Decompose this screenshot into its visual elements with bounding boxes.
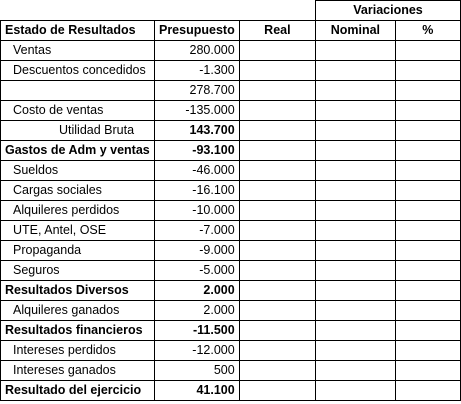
table-row [1, 381, 461, 401]
real-cell[interactable] [239, 141, 315, 161]
row-label-cell[interactable]: Cargas sociales [1, 181, 155, 201]
real-cell[interactable] [239, 241, 315, 261]
row-label-cell[interactable]: Descuentos concedidos [1, 61, 155, 81]
budget-value-cell[interactable]: -9.000 [154, 241, 239, 261]
percent-cell[interactable] [395, 101, 460, 121]
column-header-row [1, 21, 461, 41]
real-cell[interactable] [239, 201, 315, 221]
nominal-cell[interactable] [316, 121, 396, 141]
percent-cell[interactable] [395, 361, 460, 381]
percent-cell[interactable] [395, 41, 460, 61]
statement-title-cell[interactable]: Estado de Resultados [1, 21, 155, 41]
percent-cell[interactable] [395, 301, 460, 321]
budget-value-cell[interactable]: -11.500 [154, 321, 239, 341]
table-row [1, 341, 461, 361]
table-row [1, 221, 461, 241]
nominal-cell[interactable] [316, 181, 396, 201]
percent-cell[interactable] [395, 221, 460, 241]
table-row [1, 201, 461, 221]
row-label-cell[interactable]: Resultado del ejercicio [1, 381, 155, 401]
table-row [1, 81, 461, 101]
row-label-cell[interactable]: Propaganda [1, 241, 155, 261]
budget-value-cell[interactable]: -135.000 [154, 101, 239, 121]
row-label-cell[interactable] [1, 81, 155, 101]
real-cell[interactable] [239, 41, 315, 61]
percent-cell[interactable] [395, 381, 460, 401]
table-row [1, 361, 461, 381]
table-row [1, 161, 461, 181]
real-cell[interactable] [239, 181, 315, 201]
row-label-cell[interactable]: Costo de ventas [1, 101, 155, 121]
budget-value-cell[interactable]: 41.100 [154, 381, 239, 401]
row-label-cell[interactable]: Alquileres perdidos [1, 201, 155, 221]
real-cell[interactable] [239, 361, 315, 381]
percent-cell[interactable] [395, 181, 460, 201]
table-row [1, 101, 461, 121]
budget-value-cell[interactable]: 280.000 [154, 41, 239, 61]
table-row [1, 301, 461, 321]
table-row [1, 261, 461, 281]
budget-value-cell[interactable]: 500 [154, 361, 239, 381]
row-label-cell[interactable]: Seguros [1, 261, 155, 281]
budget-value-cell[interactable]: -1.300 [154, 61, 239, 81]
nominal-cell[interactable] [316, 201, 396, 221]
table-row [1, 41, 461, 61]
nominal-cell[interactable] [316, 281, 396, 301]
table-row [1, 181, 461, 201]
percent-cell[interactable] [395, 141, 460, 161]
nominal-cell[interactable] [316, 61, 396, 81]
nominal-cell[interactable] [316, 261, 396, 281]
budget-value-cell[interactable]: 278.700 [154, 81, 239, 101]
real-cell[interactable] [239, 321, 315, 341]
budget-header-cell[interactable]: Presupuesto [154, 21, 239, 41]
percent-cell[interactable] [395, 121, 460, 141]
budget-value-cell[interactable]: -7.000 [154, 221, 239, 241]
row-label-cell[interactable]: Resultados financieros [1, 321, 155, 341]
row-label-cell[interactable]: Intereses ganados [1, 361, 155, 381]
budget-value-cell[interactable]: -46.000 [154, 161, 239, 181]
variations-header-row [1, 1, 461, 21]
real-cell[interactable] [239, 281, 315, 301]
percent-header-cell[interactable]: % [395, 21, 460, 41]
real-cell[interactable] [239, 81, 315, 101]
nominal-cell[interactable] [316, 41, 396, 61]
budget-value-cell[interactable]: 2.000 [154, 301, 239, 321]
table-row [1, 321, 461, 341]
real-cell[interactable] [239, 301, 315, 321]
percent-cell[interactable] [395, 61, 460, 81]
table-row [1, 61, 461, 81]
variations-header[interactable]: Variaciones [316, 1, 461, 21]
percent-cell[interactable] [395, 341, 460, 361]
nominal-cell[interactable] [316, 241, 396, 261]
percent-cell[interactable] [395, 241, 460, 261]
budget-value-cell[interactable]: -10.000 [154, 201, 239, 221]
budget-value-cell[interactable]: 143.700 [154, 121, 239, 141]
budget-value-cell[interactable]: -16.100 [154, 181, 239, 201]
row-label-cell[interactable]: Alquileres ganados [1, 301, 155, 321]
percent-cell[interactable] [395, 261, 460, 281]
budget-value-cell[interactable]: -5.000 [154, 261, 239, 281]
real-header-cell[interactable]: Real [239, 21, 315, 41]
nominal-cell[interactable] [316, 321, 396, 341]
table-row [1, 241, 461, 261]
nominal-cell[interactable] [316, 81, 396, 101]
real-cell[interactable] [239, 101, 315, 121]
row-label-cell[interactable]: Resultados Diversos [1, 281, 155, 301]
real-cell[interactable] [239, 121, 315, 141]
nominal-cell[interactable] [316, 101, 396, 121]
percent-cell[interactable] [395, 321, 460, 341]
percent-cell[interactable] [395, 81, 460, 101]
row-label-cell[interactable]: Gastos de Adm y ventas [1, 141, 155, 161]
real-cell[interactable] [239, 61, 315, 81]
nominal-cell[interactable] [316, 221, 396, 241]
percent-cell[interactable] [395, 201, 460, 221]
row-label-cell[interactable]: UTE, Antel, OSE [1, 221, 155, 241]
real-cell[interactable] [239, 341, 315, 361]
budget-value-cell[interactable]: -12.000 [154, 341, 239, 361]
nominal-header-cell[interactable]: Nominal [316, 21, 396, 41]
nominal-cell[interactable] [316, 381, 396, 401]
real-cell[interactable] [239, 381, 315, 401]
table-row [1, 281, 461, 301]
real-cell[interactable] [239, 261, 315, 281]
percent-cell[interactable] [395, 281, 460, 301]
real-cell[interactable] [239, 221, 315, 241]
percent-cell[interactable] [395, 161, 460, 181]
nominal-cell[interactable] [316, 361, 396, 381]
nominal-cell[interactable] [316, 161, 396, 181]
nominal-cell[interactable] [316, 301, 396, 321]
row-label-cell[interactable]: Utilidad Bruta [1, 121, 155, 141]
row-label-cell[interactable]: Sueldos [1, 161, 155, 181]
budget-value-cell[interactable]: 2.000 [154, 281, 239, 301]
nominal-cell[interactable] [316, 341, 396, 361]
row-label-cell[interactable]: Intereses perdidos [1, 341, 155, 361]
row-label-cell[interactable]: Ventas [1, 41, 155, 61]
table-row [1, 121, 461, 141]
nominal-cell[interactable] [316, 141, 396, 161]
budget-value-cell[interactable]: -93.100 [154, 141, 239, 161]
table-row [1, 141, 461, 161]
real-cell[interactable] [239, 161, 315, 181]
